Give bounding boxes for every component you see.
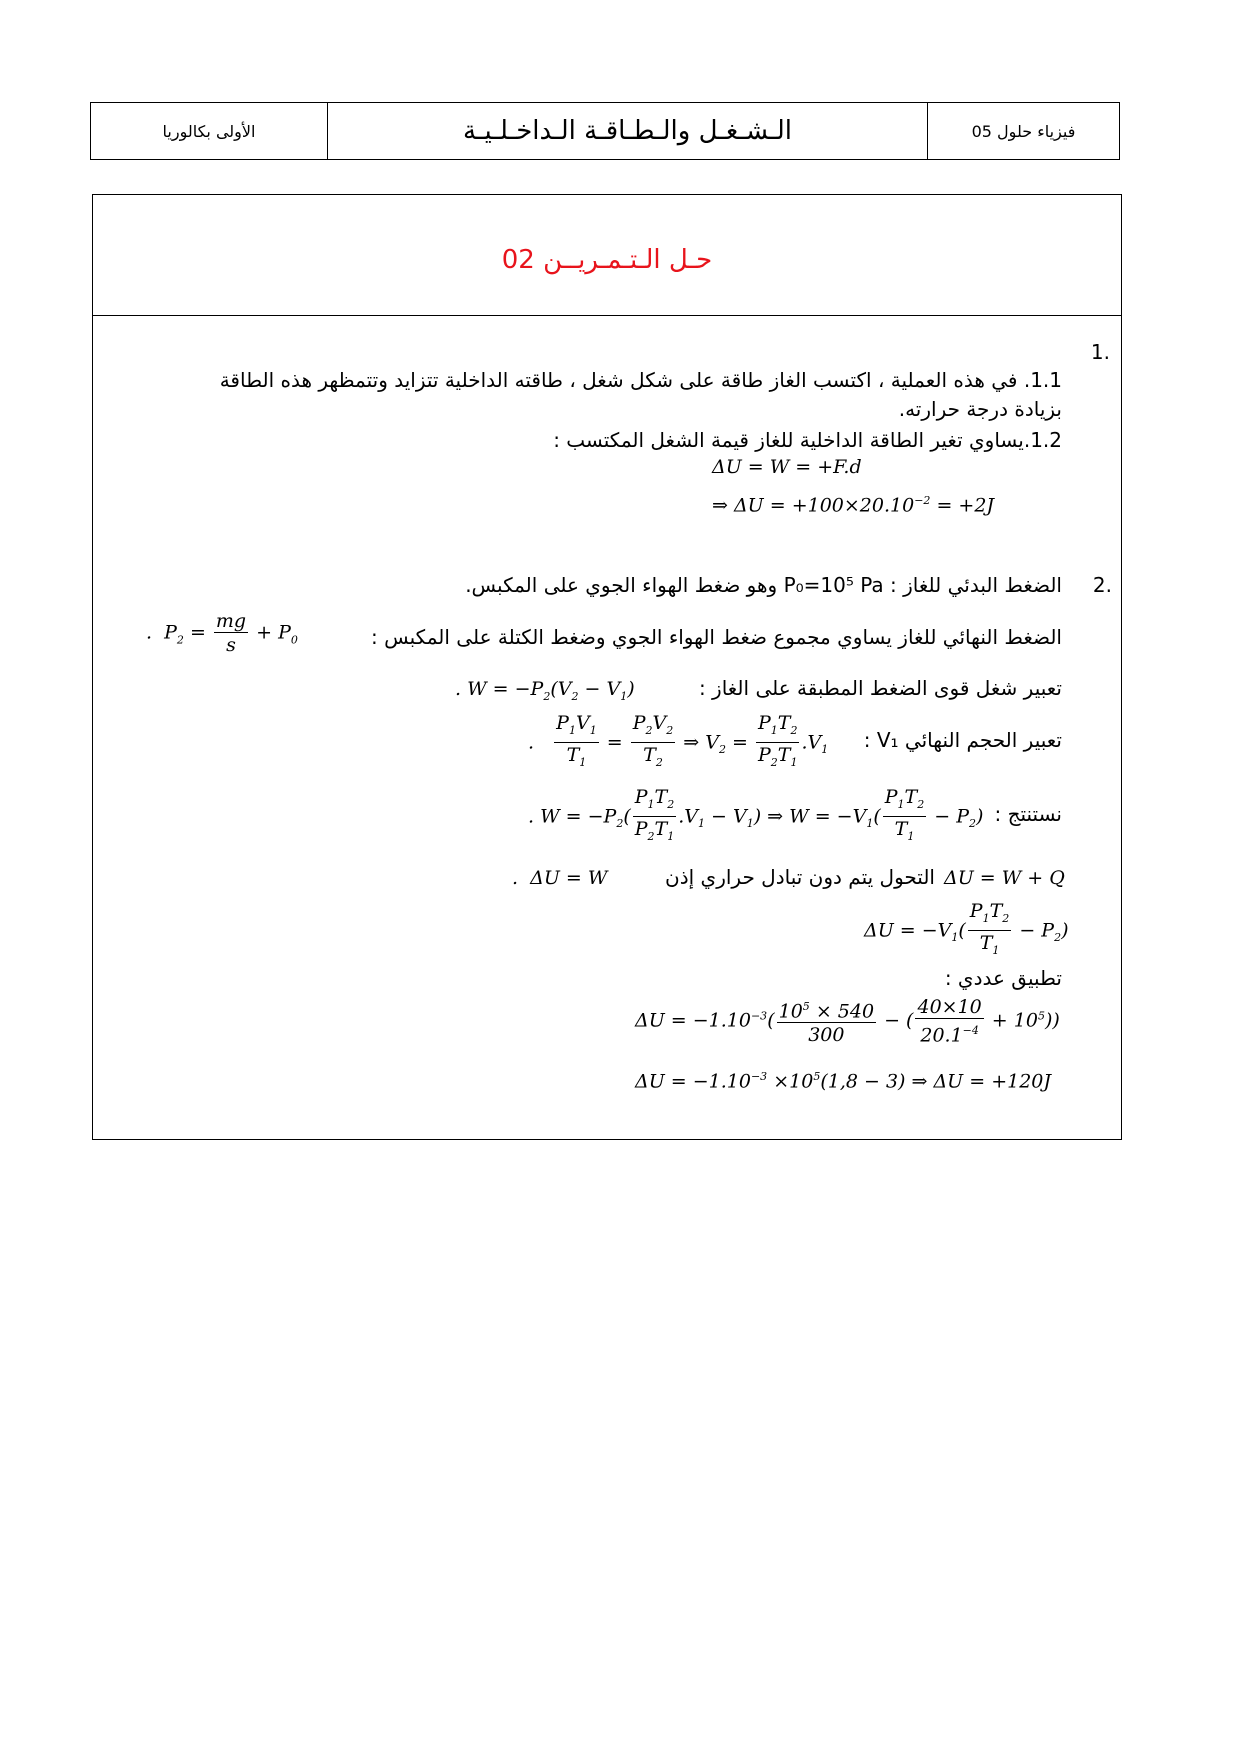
equation-work: . $W = -P_2(V_2 - V_1)$ <box>455 678 635 703</box>
exercise-title-row <box>93 195 1121 316</box>
header-level: الأولى بكالوريا <box>91 103 328 159</box>
equation-numeric: $\Delta U = -1.10^{-3}$( $\frac{10^5 \times 540}{300}$ − ( $\frac{40\times 10}{20.1^{-4}}$ + $10^5$)) <box>635 996 1060 1047</box>
part2-volume-text: تعبير الحجم النهائي V₁ : <box>863 728 1062 752</box>
equation-du-expression: $\Delta U = -V_1$( $\frac{P_1T_2}{T_1}$ − $P_2$) <box>864 900 1069 957</box>
equation-volume: . $\frac{P_1V_1}{T_1}$ = $\frac{P_2V_2}{T_2}$ ⇒ $V_2$ = $\frac{P_1T_2}{P_2T_1}$ $.V_1$ <box>528 712 829 769</box>
equation-du-w-fd: ΔU = W = +F.d <box>712 456 862 478</box>
part2-work-text: تعبير شغل قوى الضغط المطبقة على الغاز : <box>698 676 1062 700</box>
part2-numeric-text: تطبيق عددي : <box>944 966 1062 990</box>
part2-p0-text: الضغط البدئي للغاز : P₀=10⁵ Pa وهو ضغط الهواء الجوي على المكبس. <box>465 573 1062 597</box>
part2-final-pressure-text: الضغط النهائي للغاز يساوي مجموع ضغط الهواء الجوي وضغط الكتلة على المكبس : <box>371 625 1062 649</box>
part2-deduce-text: نستنتج : <box>994 802 1062 826</box>
header-table <box>90 102 1120 160</box>
equation-work-final: . $W = -P_2$( $\frac{P_1T_2}{P_2T_1}$ $.V_1 - V_1$) ⇒ $W = -V_1$( $\frac{P_1T_2}{T_1}$ − $P_2$) <box>528 786 984 843</box>
equation-du-value: ⇒ $\Delta U = +100\times 20.10^{-2} = +2J$ <box>712 494 995 517</box>
equation-p2: . $P_2$ = $\frac{mg}{s}$ + $P_0$ <box>146 610 298 656</box>
header-subject: فيزياء حلول 05 <box>971 121 1076 141</box>
header-lesson-title: الـشـغـل والـطـاقـة الـداخـلـيـة <box>328 103 928 159</box>
exercise-title: حـل الـتـمـريــن 02 <box>501 245 713 275</box>
equation-result: $\Delta U = -1.10^{-3} \times 10^5(1,8 - 3)$ ⇒ ΔU = +120J <box>635 1070 1051 1093</box>
part2-transform-text: التحول يتم دون تبادل حراري إذن <box>665 865 935 889</box>
part1-number: .1 <box>1090 340 1110 364</box>
part1-item1-line2: بزيادة درجة حرارته. <box>898 397 1062 421</box>
part1-item2: 1.2.يساوي تغير الطاقة الداخلية للغاز قيمة الشغل المكتسب : <box>553 428 1062 452</box>
part2-number: .2 <box>1092 573 1112 597</box>
equation-du-equals-w: . ΔU = W <box>512 867 608 889</box>
part2-initial-pressure <box>465 573 1112 597</box>
equation-first-law: ΔU = W + Q <box>944 867 1065 889</box>
part1-item1-line1: 1.1. في هذه العملية ، اكتسب الغاز طاقة على شكل شغل ، طاقته الداخلية تتزايد وتتمظهر هذه الطاقة <box>219 368 1062 392</box>
